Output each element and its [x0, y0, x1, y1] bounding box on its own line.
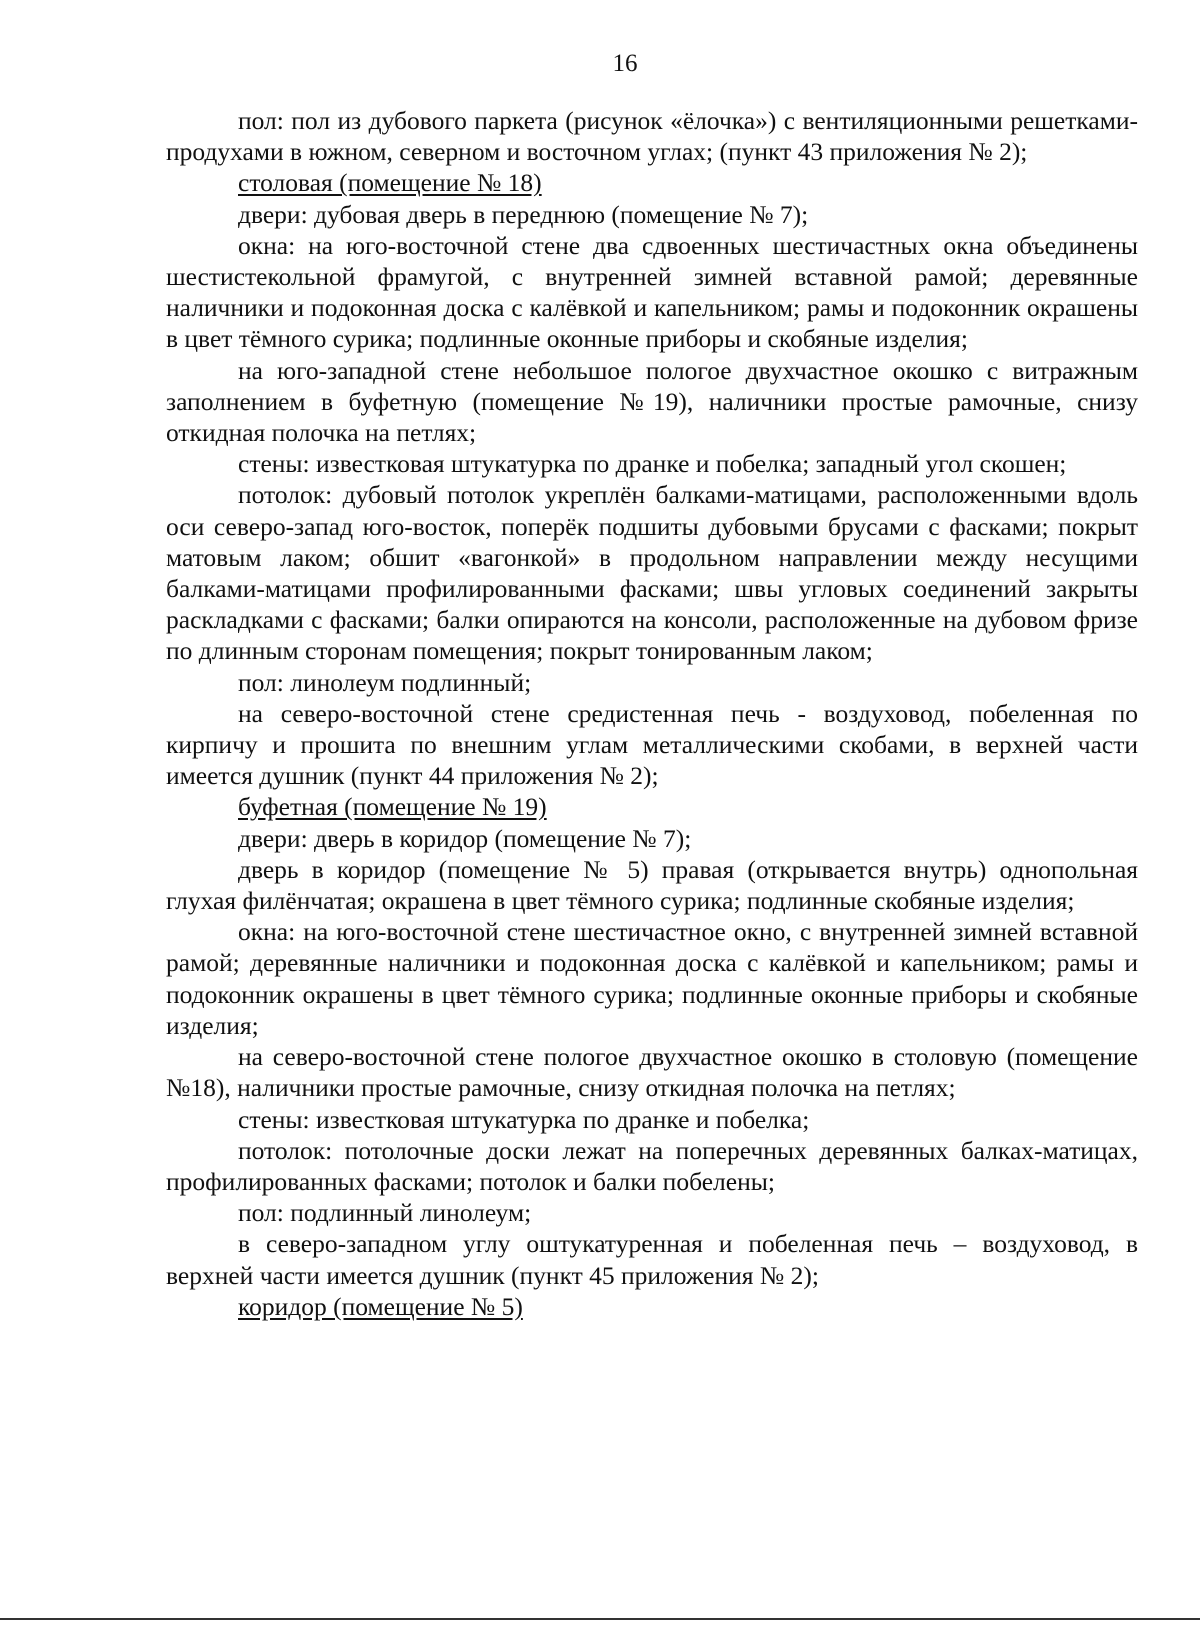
page-number: 16 — [612, 50, 638, 77]
scan-edge-line — [0, 1618, 1200, 1620]
paragraph: окна: на юго-восточной стене два сдвоенных шестичастных окна объединены шестистекольной фрамугой, с внутренней зимней вставной рамой; деревянные наличники и подоконная доска с калёвкой и капельником; рамы и подоконник окрашены в цвет тёмного сурика; подлинные оконные приборы и скобяные изделия; — [166, 230, 1138, 354]
paragraph: пол: линолеум подлинный; — [238, 667, 532, 697]
section-heading: буфетная (помещение № 19) — [238, 792, 547, 822]
paragraph: двери: дверь в коридор (помещение № 7); — [238, 823, 692, 853]
paragraph: окна: на юго-восточной стене шестичастное окно, с внутренней зимней вставной рамой; деревянные наличники и подоконная доска с калёвкой и капельником; рамы и подоконник окрашены в цвет тёмного сурика; подлинные оконные приборы и скобяные изделия; — [166, 917, 1138, 1040]
paragraph: потолок: потолочные доски лежат на поперечных деревянных балках-матицах, профилированных фасками; потолок и балки побелены; — [166, 1135, 1138, 1196]
paragraph: двери: дубовая дверь в переднюю (помещение № 7); — [238, 199, 809, 229]
paragraph: на северо-восточной стене пологое двухчастное окошко в столовую (помещение №18), наличники простые рамочные, снизу откидная полочка на петлях; — [166, 1042, 1138, 1103]
paragraph: пол: подлинный линолеум; — [238, 1198, 532, 1228]
section-heading: столовая (помещение № 18) — [238, 168, 542, 198]
paragraph: потолок: дубовый потолок укреплён балками-матицами, расположенными вдоль оси северо-запад юго-восток, поперёк подшиты дубовыми брусами с фасками; покрыт матовым лаком; обшит «вагонкой» в продольном направлении между несущими балками-матицами профилированными фасками; швы угловых соединений закрыты раскладками с фасками; балки опираются на консоли, расположенные на дубовом фризе по длинным сторонам помещения; покрыт тонированным лаком; — [166, 480, 1138, 666]
paragraph: стены: известковая штукатурка по дранке и побелка; западный угол скошен; — [238, 449, 1067, 479]
paragraph: на юго-западной стене небольшое пологое двухчастное окошко с витражным заполнением в буфетную (помещение №19), наличники простые рамочные, снизу откидная полочка на петлях; — [166, 355, 1138, 448]
section-heading: коридор (помещение № 5) — [238, 1291, 523, 1321]
paragraph: на северо-восточной стене средистенная печь - воздуховод, побеленная по кирпичу и прошита по внешним углам металлическими скобами, в верхней части имеется душник (пункт 44 приложения № 2); — [166, 698, 1138, 791]
paragraph: дверь в коридор (помещение № 5) правая (открывается внутрь) однопольная глухая филёнчатая; окрашена в цвет тёмного сурика; подлинные скобяные изделия; — [166, 854, 1138, 916]
paragraph: в северо-западном углу оштукатуренная и побеленная печь – воздуховод, в верхней части имеется душник (пункт 45 приложения № 2); — [166, 1229, 1138, 1290]
paragraph: пол: пол из дубового паркета (рисунок «ёлочка») с вентиляционными решетками-продухами в южном, северном и восточном углах; (пункт 43 приложения № 2); — [166, 106, 1138, 167]
paragraph: стены: известковая штукатурка по дранке и побелка; — [238, 1104, 810, 1134]
document-body — [166, 105, 1138, 1322]
